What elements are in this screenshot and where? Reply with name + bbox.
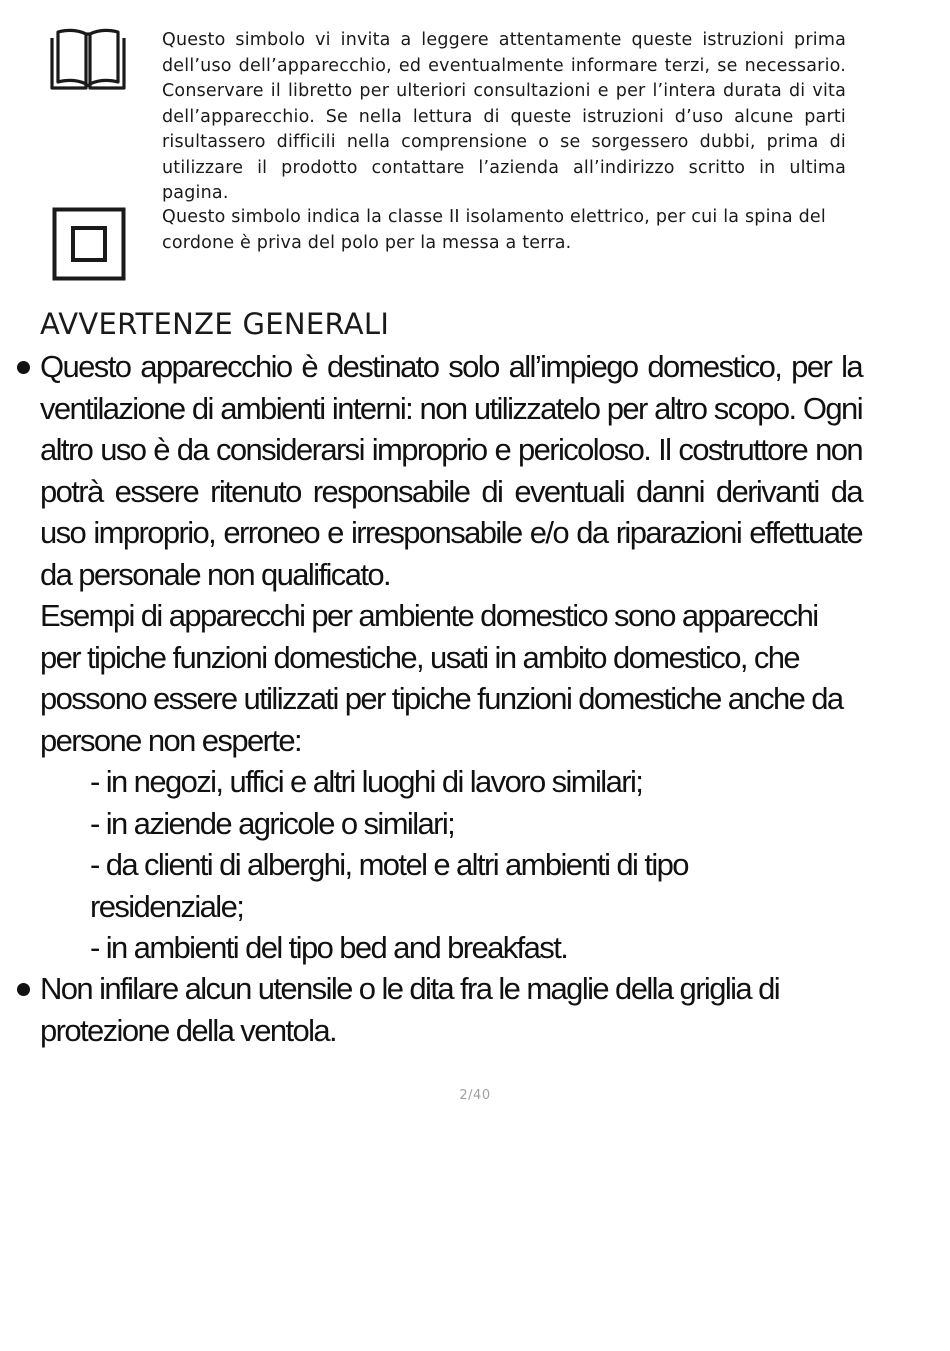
list-item: - da clienti di alberghi, motel e altri ambienti di tipo residenziale; <box>90 847 688 924</box>
manual-book-icon <box>48 26 128 92</box>
domestic-use-paragraph: Questo apparecchio è destinato solo all’impiego domestico, per la ventilazione di ambienti interni: non utilizzatelo per altro scopo. Ogni altro uso è da considerarsi improprio e pericoloso. Il costruttore non potrà essere ritenuto responsabile di eventuali danni derivanti da uso improprio, erroneo e irresponsabile e/o da riparazioni effettuate da personale non qualificato. <box>40 349 862 592</box>
bullet-item-domestic-use <box>40 346 862 969</box>
manual-symbol-description: Questo simbolo vi invita a leggere attentamente queste istruzioni prima dell’uso dell’apparecchio, ed eventualmente informare terzi, se necessario. Conservare il libretto per ulteriori consultazioni e per l’intera durata di vita dell’apparecchio. Se nella lettura di queste istruzioni d’uso alcune parti risultassero difficili nella comprensione o se sorgessero dubbi, prima di utilizzare il prodotto contattare l’azienda all’indirizzo scritto in ultima pagina. <box>162 30 846 203</box>
examples-list <box>40 761 730 969</box>
list-item: - in negozi, uffici e altri luoghi di lavoro similari; <box>90 764 643 799</box>
bullet-dot-icon <box>17 983 30 996</box>
section-heading: AVVERTENZE GENERALI <box>40 307 390 341</box>
list-item: - in aziende agricole o similari; <box>90 805 455 841</box>
class-ii-double-square-icon <box>52 207 126 281</box>
class-ii-symbol-description: Questo simbolo indica la classe II isolamento elettrico, per cui la spina del cordone è priva del polo per la messa a terra. <box>162 207 826 253</box>
page-number: 2/40 <box>459 1088 491 1103</box>
bullet-dot-icon <box>17 361 30 374</box>
domestic-examples-paragraph: Esempi di apparecchi per ambiente domestico sono apparecchi per tipiche funzioni domestiche, usati in ambito domestico, che possono essere utilizzati per tipiche funzioni domestiche anche da persone non esperte: <box>40 598 843 758</box>
bullet-item-fan-grille <box>40 968 862 1051</box>
list-item: - in ambienti del tipo bed and breakfast. <box>90 930 568 965</box>
fan-grille-warning: Non infilare alcun utensile o le dita fra le maglie della griglia di protezione della ventola. <box>40 971 780 1048</box>
